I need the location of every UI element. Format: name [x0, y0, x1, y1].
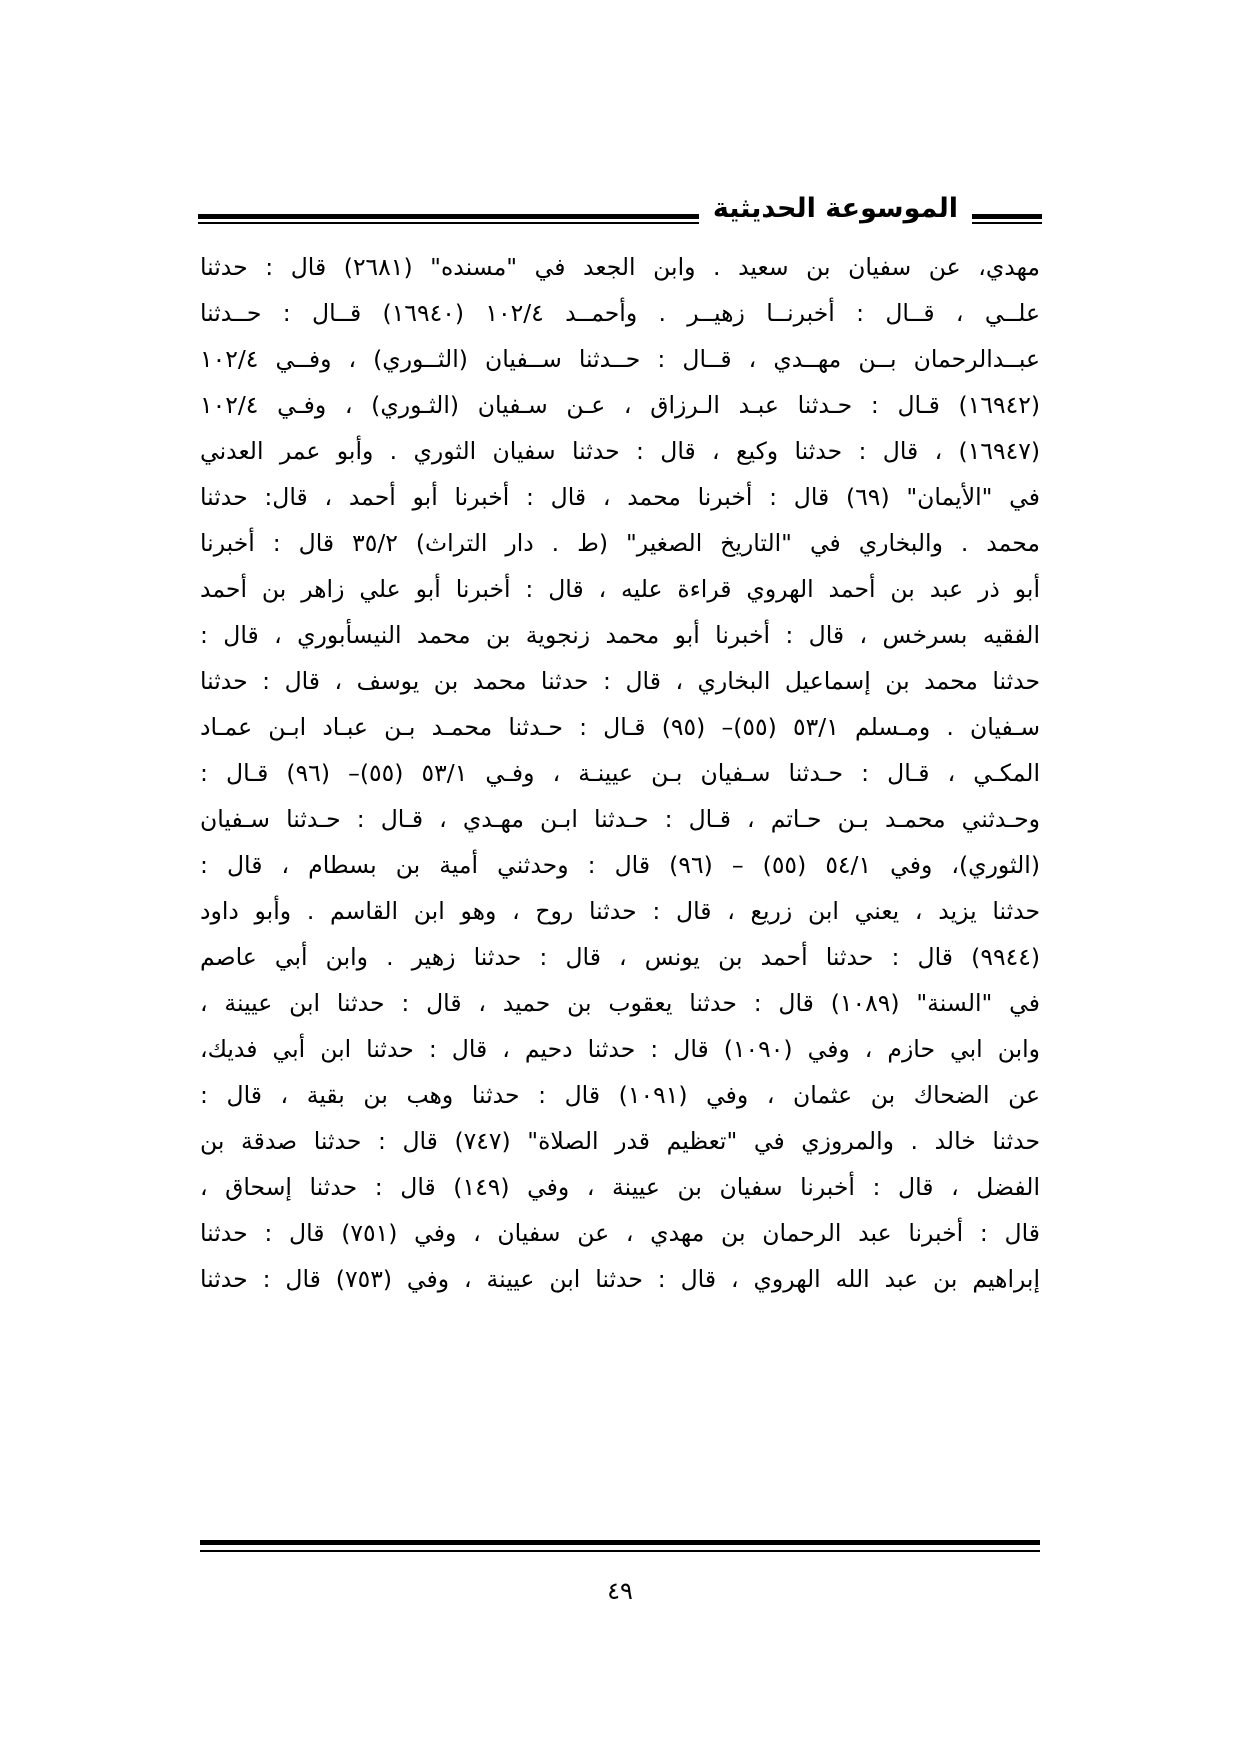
text-line: (١٦٩٤٢) قـال : حـدثنا عبـد الـرزاق ، عـن سـفيان (الثـوري) ، وفـي ١٠٢/٤ — [200, 391, 1040, 419]
running-header — [198, 188, 1042, 238]
footer-rule-thick — [200, 1540, 1040, 1545]
text-line: وابن ابي حازم ، وفي (١٠٩٠) قال : حدثنا دحيم ، قال : حدثنا ابن أبي فديك، — [200, 1035, 1040, 1063]
text-line: سـفيان . ومـسلم ٥٣/١ (٥٥)– (٩٥) قـال : حـدثنا محمـد بـن عبـاد ابـن عمـاد — [200, 713, 1040, 741]
text-line: علــي ، قــال : أخبرنــا زهيــر . وأحمــد ١٠٢/٤ (١٦٩٤٠) قــال : حــدثنا — [200, 299, 1040, 327]
text-line: في "الأيمان" (٦٩) قال : أخبرنا محمد ، قال : أخبرنا أبو أحمد ، قال: حدثنا — [200, 483, 1040, 511]
text-line: في "السنة" (١٠٨٩) قال : حدثنا يعقوب بن حميد ، قال : حدثنا ابن عيينة ، — [200, 989, 1040, 1017]
text-line: الفضل ، قال : أخبرنا سفيان بن عيينة ، وفي (١٤٩) قال : حدثنا إسحاق ، — [200, 1173, 1040, 1201]
text-line: (الثوري)، وفي ٥٤/١ (٥٥) – (٩٦) قال : وحدثني أمية بن بسطام ، قال : — [200, 851, 1040, 879]
text-line: محمد . والبخاري في "التاريخ الصغير" (ط . دار التراث) ٣٥/٢ قال : أخبرنا — [200, 529, 1040, 557]
text-line: الفقيه بسرخس ، قال : أخبرنا أبو محمد زنجوية بن محمد النيسأبوري ، قال : — [200, 621, 1040, 649]
text-line: عبــدالرحمان بــن مهــدي ، قــال : حــدثنا ســفيان (الثــوري) ، وفــي ١٠٢/٤ — [200, 345, 1040, 373]
text-line: حدثنا يزيد ، يعني ابن زريع ، قال : حدثنا روح ، وهو ابن القاسم . وأبو داود — [200, 897, 1040, 925]
text-line: المكـي ، قـال : حـدثنا سـفيان بـن عيينـة ، وفـي ٥٣/١ (٥٥)– (٩٦) قـال : — [200, 759, 1040, 787]
body-text — [200, 244, 1040, 1302]
text-line: مهدي، عن سفيان بن سعيد . وابن الجعد في "مسنده" (٢٦٨١) قال : حدثنا — [200, 253, 1040, 281]
text-line: عن الضحاك بن عثمان ، وفي (١٠٩١) قال : حدثنا وهب بن بقية ، قال : — [200, 1081, 1040, 1109]
text-line: قال : أخبرنا عبد الرحمان بن مهدي ، عن سفيان ، وفي (٧٥١) قال : حدثنا — [200, 1219, 1040, 1247]
header-title: الموسوعة الحديثية — [699, 188, 972, 230]
footer-rule-thin — [200, 1550, 1040, 1552]
text-line: حدثنا خالد . والمروزي في "تعظيم قدر الصلاة" (٧٤٧) قال : حدثنا صدقة بن — [200, 1127, 1040, 1155]
text-line: وحـدثني محمـد بـن حـاتم ، قـال : حـدثنا ابـن مهـدي ، قـال : حـدثنا سـفيان — [200, 805, 1040, 833]
page-number: ٤٩ — [607, 1577, 633, 1605]
text-line: إبراهيم بن عبد الله الهروي ، قال : حدثنا ابن عيينة ، وفي (٧٥٣) قال : حدثنا — [200, 1265, 1040, 1293]
text-line: أبو ذر عبد بن أحمد الهروي قراءة عليه ، قال : أخبرنا أبو علي زاهر بن أحمد — [200, 575, 1040, 603]
text-line: حدثنا محمد بن إسماعيل البخاري ، قال : حدثنا محمد بن يوسف ، قال : حدثنا — [200, 667, 1040, 695]
text-line: (١٦٩٤٧) ، قال : حدثنا وكيع ، قال : حدثنا سفيان الثوري . وأبو عمر العدني — [200, 437, 1040, 465]
text-line: (٩٩٤٤) قال : حدثنا أحمد بن يونس ، قال : حدثنا زهير . وابن أبي عاصم — [200, 943, 1040, 971]
